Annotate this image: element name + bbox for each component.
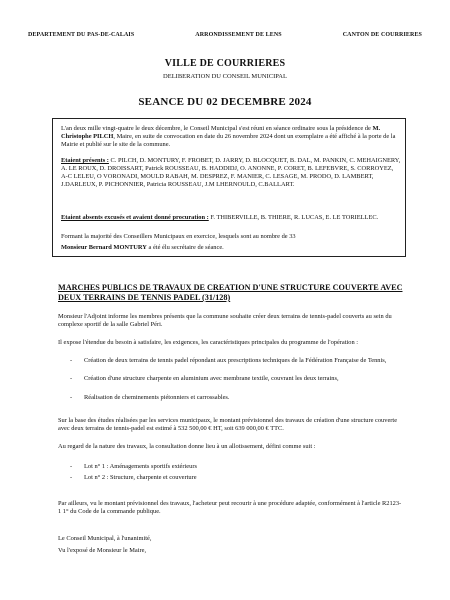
secretary-line (61, 244, 401, 252)
deliberation-subtitle: DELIBERATION DU CONSEIL MUNICIPAL (163, 73, 287, 80)
secretary-name: Monsieur Bernard MONTURY (61, 244, 147, 251)
presents-label: Etaient présents : (61, 157, 109, 164)
presents-paragraph (61, 157, 401, 189)
list-item: - Création d'une structure charpente en aluminium avec membrane textile, couvrant les deux terrains, (70, 375, 400, 383)
list-item: - Lot n° 2 : Structure, charpente et couverture (70, 474, 400, 482)
list-item: - Création de deux terrains de tennis padel répondant aux prescriptions techniques de la Fédération Française de Tennis, (70, 357, 400, 365)
list-item-text: Lot n° 1 : Aménagements sportifs extérieurs (84, 463, 197, 470)
session-info-box (52, 118, 406, 257)
list-item-text: Création d'une structure charpente en aluminium avec membrane textile, couvrant les deux terrains, (84, 375, 339, 382)
list-item-text: Réalisation de cheminements piétonniers et carrossables. (84, 394, 230, 401)
president-name: M. Christophe PILCH (61, 125, 381, 140)
header-arrondissement: ARRONDISSEMENT DE LENS (195, 32, 282, 38)
session-title: SEANCE DU 02 DECEMBRE 2024 (138, 96, 312, 108)
paragraph-vu: Vu l'exposé de Monsieur le Maire, (58, 547, 147, 554)
paragraph-montant: Sur la base des études réalisées par les services municipaux, le montant prévisionnel des travaux de création d'une structure couverte avec deux terrains de tennis-padel est estimé à 532 500,00 € HT, soit 639 000,00 € TTC. (58, 417, 398, 432)
secretary-suffix: a été élu secrétaire de séance. (146, 244, 224, 251)
town-title: VILLE DE COURRIERES (164, 58, 286, 69)
list-item-text: Création de deux terrains de tennis padel répondant aux prescriptions techniques de la Fédération Française de Tennis, (84, 357, 387, 364)
list-item: - Lot n° 1 : Aménagements sportifs extérieurs (70, 463, 400, 471)
absents-list: F. THIBERVILLE, B. THIERE, R. LUCAS, E. LE TORIELLEC. (208, 214, 379, 221)
paragraph-conseil: Le Conseil Municipal, à l'unanimité, (58, 535, 152, 542)
header-departement: DEPARTEMENT DU PAS-DE-CALAIS (28, 32, 135, 38)
majority-line: Formant la majorité des Conseillers Municipaux en exercice, lesquels sont au nombre de 33 (61, 233, 296, 240)
paragraph-allotissement: Au regard de la nature des travaux, la consultation donne lieu à un allotissement, défini comme suit : (58, 443, 316, 450)
intro-paragraph (61, 125, 401, 149)
list-item: - Réalisation de cheminements piétonniers et carrossables. (70, 394, 400, 402)
paragraph-intro: Monsieur l'Adjoint informe les membres présents que la commune souhaite créer deux terrains de tennis-padel couverts au sein du complexe sportif de la salle Gabriel Péri. (58, 313, 392, 328)
list-item-text: Lot n° 2 : Structure, charpente et couverture (84, 474, 197, 481)
absents-paragraph (61, 214, 401, 222)
presents-list: C. PILCH, D. MONTURY, F. FROBET, D. JARRY, D. BLOCQUET, B. DAL, M. PANKIN, C. MEHAIGNERY, A. LE ROUX, D. DROISSART, Patrick ROUSSEAU, B. HADDIDJ, O. ANONNE, P. CORET, B. LEFEBVRE, S. CORROYEZ, A-C LELEU, O VORONADI, MOULD RABAH, M. DESPREZ, F. MANIER, C. LESAGE, M. PRODO, D. LAMBERT, J.DARLEUX, P. PICHONNIER, Patricia ROUSSEAU, J.M LHERNOULD, C.BALLART. (61, 157, 401, 188)
paragraph-besoin: Il expose l'étendue du besoin à satisfaire, les exigences, les caractéristiques principales du programme de l'opération : (58, 339, 359, 346)
intro-suffix: , Maire, en suite de convocation en date du 26 novembre 2024 dont un exemplaire a été affiché à la porte de la Mairie et publié sur le site de la commune. (61, 132, 396, 148)
deliberation-title: MARCHES PUBLICS DE TRAVAUX DE CREATION D'UNE STRUCTURE COUVERTE AVEC DEUX TERRAINS DE TENNIS PADEL (31/128) (58, 283, 403, 302)
paragraph-procedure: Par ailleurs, vu le montant prévisionnel des travaux, l'acheteur peut recourir à une procédure adaptée, conformément à l'article R2123-1 1° du Code de la commande publique. (58, 500, 402, 515)
intro-prefix: L'an deux mille vingt-quatre le deux décembre, le Conseil Municipal s'est réuni en séance ordinaire sous la présidence de (61, 125, 373, 132)
header-canton: CANTON DE COURRIERES (342, 32, 422, 38)
absents-label: Etaient absents excusés et avaient donné procuration : (61, 214, 209, 221)
administrative-header (28, 32, 422, 42)
